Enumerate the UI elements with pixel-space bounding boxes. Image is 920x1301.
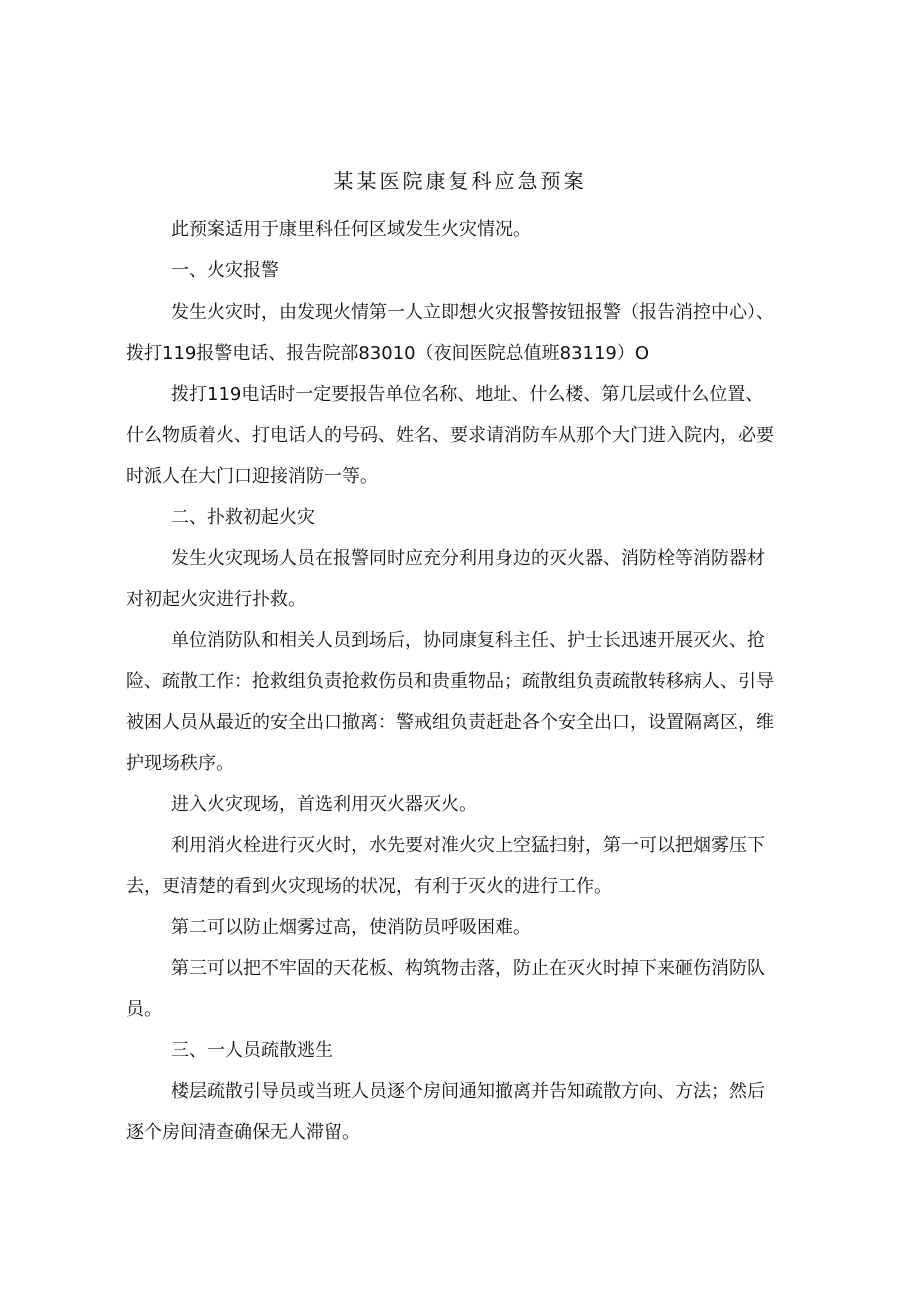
rescue-paragraph-line: 对初起火灾进行扑救。 [126, 589, 306, 610]
third-reason-paragraph-line: 员。 [126, 999, 162, 1020]
call119-paragraph-line: 时派人在大门口迎接消防一等。 [126, 466, 378, 487]
hydrant-paragraph-line: 去，更清楚的看到火灾现场的状况，有利于灭火的进行工作。 [126, 876, 612, 897]
team-paragraph-line: 单位消防队和相关人员到场后，协同康复科主任、护士长迅速开展灭火、抢 [171, 630, 765, 651]
second-reason-paragraph: 第二可以防止烟雾过高，使消防员呼吸困难。 [171, 917, 531, 938]
hydrant-paragraph-line: 利用消火栓进行灭火时，水先要对准火灾上空猛扫射，第一可以把烟雾压下 [171, 835, 765, 856]
section-heading-evacuation: 三、一人员疏散逃生 [171, 1040, 333, 1061]
call119-paragraph-line: 拨打119电话时一定要报告单位名称、地址、什么楼、第几层或什么位置、 [171, 384, 764, 405]
enter-scene-paragraph: 进入火灾现场，首选利用灭火器灭火。 [171, 794, 477, 815]
call119-paragraph-line: 什么物质着火、打电话人的号码、姓名、要求请消防车从那个大门进入院内，必要 [126, 425, 774, 446]
document-title: 某某医院康复科应急预案 [333, 169, 587, 193]
rescue-paragraph-line: 发生火灾现场人员在报警同时应充分利用身边的灭火器、消防栓等消防器材 [171, 548, 765, 569]
alarm-paragraph-line: 拨打119报警电话、报告院部83010（夜间医院总值班83119）O [126, 343, 650, 364]
team-paragraph-line: 险、疏散工作：抢救组负责抢救伤员和贵重物品；疏散组负责疏散转移病人、引导 [126, 671, 774, 692]
team-paragraph-line: 被困人员从最近的安全出口撤离：警戒组负责赶赴各个安全出口，设置隔离区，维 [126, 712, 774, 733]
third-reason-paragraph-line: 第三可以把不牢固的天花板、构筑物击落，防止在灭火时掉下来砸伤消防队 [171, 958, 765, 979]
evacuation-paragraph-line: 楼层疏散引导员或当班人员逐个房间通知撤离并告知疏散方向、方法；然后 [171, 1081, 765, 1102]
evacuation-paragraph-line: 逐个房间清查确保无人滞留。 [126, 1122, 360, 1143]
alarm-paragraph-line: 发生火灾时，由发现火情第一人立即想火灾报警按钮报警（报告消控中心）、 [171, 302, 774, 323]
intro-paragraph: 此预案适用于康里科任何区域发生火灾情况。 [171, 219, 531, 240]
section-heading-initial-firefighting: 二、扑救初起火灾 [171, 507, 315, 528]
team-paragraph-line: 护现场秩序。 [126, 753, 234, 774]
section-heading-fire-alarm: 一、火灾报警 [171, 260, 279, 281]
